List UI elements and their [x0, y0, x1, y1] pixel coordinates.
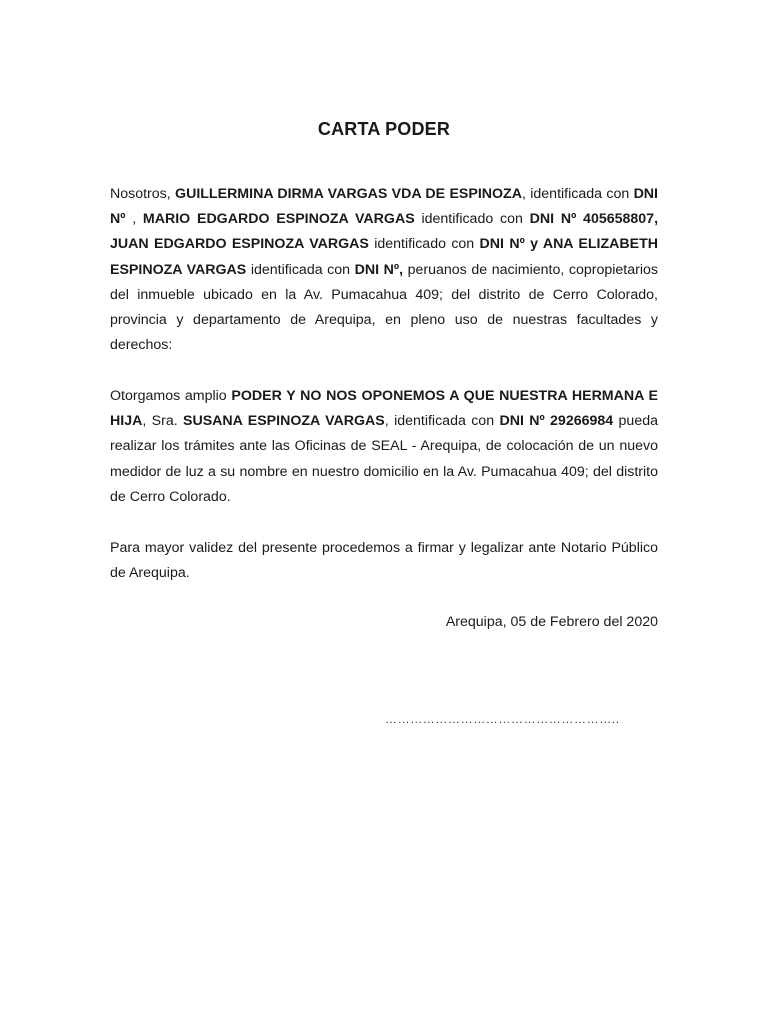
text-run: identificado con — [368, 236, 480, 253]
date-line: Arequipa, 05 de Febrero del 2020 — [445, 614, 658, 630]
text-run: identificado con — [414, 211, 530, 228]
text-run: , identificada con — [521, 186, 634, 202]
text-run: , identificada con — [384, 413, 500, 430]
dni-and-grantor-name-4: DNI Nº y ANA ELIZABETH ESPINOZA VARGAS — [110, 236, 658, 278]
text-run: , Sra. — [142, 413, 184, 430]
text-run: pueda realizar los trámites ante las Oficinas de SEAL - Arequipa, de colocación de un nuevo medidor de luz a su nombre en nuestro domicilio en la Av. Pumacahua 409; del distrito de Cerro Colorado. — [110, 413, 658, 505]
text-run: Otorgamos amplio — [110, 388, 232, 404]
paragraph-validity: Para mayor validez del presente procedemos a firmar y legalizar ante Notario Público de Arequipa. — [110, 540, 658, 582]
dni-and-grantor-name-3: DNI Nº 405658807, JUAN EDGARDO ESPINOZA VARGAS — [110, 211, 659, 253]
grantee-dni: DNI Nº 29266984 — [499, 413, 614, 430]
text-run: , — [125, 211, 143, 228]
dni-label: DNI Nº — [110, 186, 658, 228]
document-title: CARTA PODER — [317, 119, 451, 139]
text-run: identificada con — [246, 261, 355, 278]
paragraph-grantors — [110, 182, 658, 358]
paragraph-power-grant — [110, 384, 658, 510]
grantor-name-2: MARIO EDGARDO ESPINOZA VARGAS — [142, 211, 415, 228]
power-grant-statement: PODER Y NO NOS OPONEMOS A QUE NUESTRA HERMANA E HIJA — [110, 388, 658, 430]
grantee-name: SUSANA ESPINOZA VARGAS — [183, 413, 385, 430]
text-run: Nosotros, — [110, 186, 176, 202]
text-run: peruanos de nacimiento, copropietarios del inmueble ubicado en la Av. Pumacahua 409; del distrito de Cerro Colorado, provincia y departamento de Arequipa, en pleno uso de nuestras facultades y derechos: — [110, 261, 658, 354]
signature-line: ……………………………………………….. — [385, 712, 620, 726]
grantor-name-1: GUILLERMINA DIRMA VARGAS VDA DE ESPINOZA — [175, 186, 522, 202]
dni-label: DNI Nº, — [354, 261, 404, 278]
